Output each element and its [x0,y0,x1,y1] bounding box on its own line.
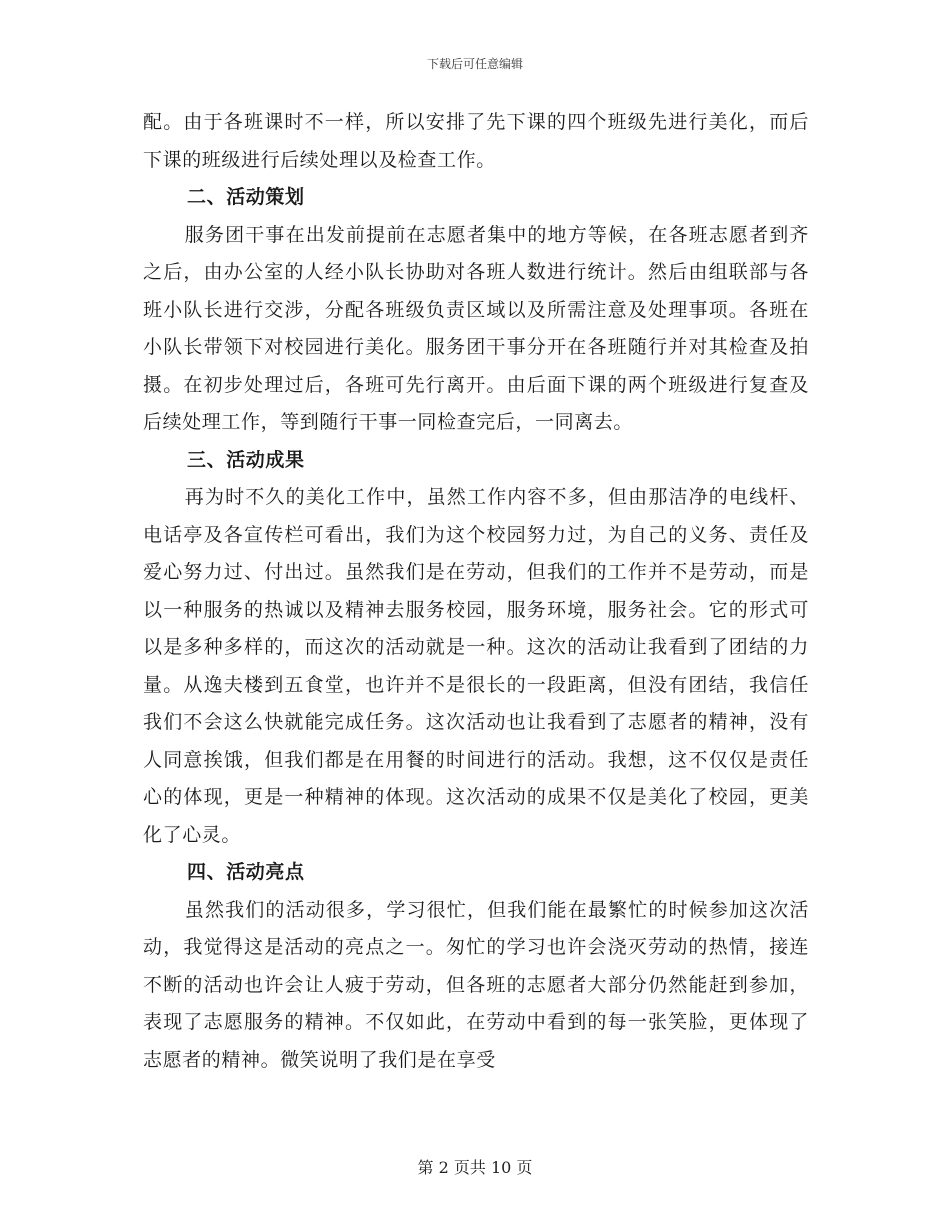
section-3-paragraph: 再为时不久的美化工作中，虽然工作内容不多，但由那洁净的电线杆、电话亭及各宣传栏可看出，我们为这个校园努力过，为自己的义务、责任及爱心努力过、付出过。虽然我们是在劳动，但我们的工作并不是劳动，而是以一种服务的热诚以及精神去服务校园，服务环境，服务社会。它的形式可以是多种多样的，而这次的活动就是一种。这次的活动让我看到了团结的力量。从逸夫楼到五食堂，也许并不是很长的一段距离，但没有团结，我信任我们不会这么快就能完成任务。这次活动也让我看到了志愿者的精神，没有人同意挨饿，但我们都是在用餐的时间进行的活动。我想，这不仅仅是责任心的体现，更是一种精神的体现。这次活动的成果不仅是美化了校园，更美化了心灵。 [143,486,809,846]
intro-paragraph: 配。由于各班课时不一样，所以安排了先下课的四个班级先进行美化，而后下课的班级进行后续处理以及检查工作。 [143,111,809,171]
document-body [143,104,809,1079]
section-3-heading: 三、活动成果 [187,448,305,471]
section-2-paragraph: 服务团干事在出发前提前在志愿者集中的地方等候，在各班志愿者到齐之后，由办公室的人经小队长协助对各班人数进行统计。然后由组联部与各班小队长进行交涉，分配各班级负责区域以及所需注意及处理事项。各班在小队长带领下对校园进行美化。服务团干事分开在各班随行并对其检查及拍摄。在初步处理过后，各班可先行离开。由后面下课的两个班级进行复查及后续处理工作，等到随行干事一同检查完后，一同离去。 [143,223,809,433]
section-2-heading: 二、活动策划 [187,186,305,208]
page-header: 下载后可任意编辑 [426,57,523,71]
section-4-heading: 四、活动亮点 [187,861,305,883]
section-4-paragraph: 虽然我们的活动很多，学习很忙，但我们能在最繁忙的时候参加这次活动，我觉得这是活动的亮点之一。匆忙的学习也许会浇灭劳动的热情，接连不断的活动也许会让人疲于劳动，但各班的志愿者大部分仍然能赶到参加，表现了志愿服务的精神。不仅如此，在劳动中看到的每一张笑脸，更体现了志愿者的精神。微笑说明了我们是在享受 [143,898,809,1071]
page-number: 第 2 页共 10 页 [417,1158,533,1177]
